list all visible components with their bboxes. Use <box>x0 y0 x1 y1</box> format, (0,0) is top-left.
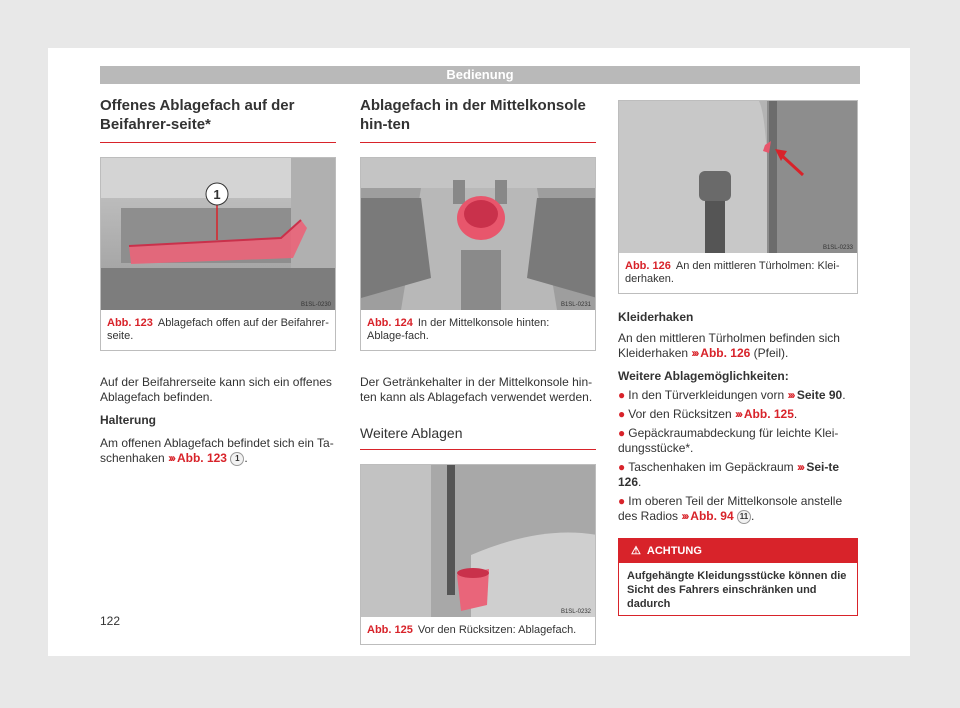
photo-coat-hook <box>619 101 857 253</box>
figure-123 <box>100 157 336 351</box>
reference-target: Sei-te 126 <box>618 460 840 489</box>
sentence-end: (Pfeil). <box>753 346 789 360</box>
paragraph: Der Getränkehalter in der Mittelkonsole hin-ten kann als Ablagefach verwendet werden. <box>360 375 593 404</box>
reference-target: Abb. 126 <box>700 346 751 360</box>
column-3 <box>618 100 858 616</box>
sentence-end: . <box>842 388 846 402</box>
warning-title: ACHTUNG <box>646 545 702 557</box>
list-item-text: In den Türverkleidungen vorn <box>628 388 785 402</box>
paragraph-kleiderhaken <box>618 331 858 361</box>
figure-code: B1SL-0231 <box>560 302 591 308</box>
bullet-icon: ● <box>618 460 626 474</box>
paragraph-text: An den mittleren Türholmen befinden sich Kleiderhaken <box>618 331 840 360</box>
glovebox-illustration <box>101 158 335 310</box>
center-console-illustration <box>361 158 595 310</box>
warning-box <box>618 538 858 616</box>
sub-heading-halterung: Halterung <box>100 413 157 427</box>
figure-caption-text: Vor den Rücksitzen: Ablagefach. <box>417 624 577 636</box>
reference-target: Abb. 94 <box>690 509 734 523</box>
reference-arrows: ››› <box>691 346 698 360</box>
page-number: 122 <box>100 614 121 628</box>
figure-code: B1SL-0233 <box>822 245 853 251</box>
chapter-header: Bedienung <box>100 66 860 84</box>
cross-reference[interactable] <box>787 388 842 402</box>
warning-icon: ⚠ <box>631 545 641 557</box>
cross-reference[interactable] <box>691 346 750 360</box>
figure-code: B1SL-0232 <box>560 609 591 615</box>
paragraph-halterung <box>100 436 336 466</box>
sentence-end: . <box>750 509 755 523</box>
cross-reference[interactable] <box>735 407 794 421</box>
bullet-icon: ● <box>618 407 626 421</box>
figure-number: Abb. 125 <box>367 624 413 636</box>
sub-heading-kleiderhaken: Kleiderhaken <box>618 310 694 324</box>
bullet-icon: ● <box>618 388 626 402</box>
reference-arrows: ››› <box>681 509 688 523</box>
sentence-end: . <box>793 407 798 421</box>
figure-124 <box>360 157 596 351</box>
list-item-text: Vor den Rücksitzen <box>628 407 732 421</box>
figure-number: Abb. 124 <box>367 317 413 329</box>
callout-number: 1 <box>230 452 244 466</box>
list-item <box>618 426 858 456</box>
photo-rear-seat-storage <box>361 465 595 617</box>
figure-number: Abb. 123 <box>107 317 153 329</box>
sentence-end: . <box>638 475 642 489</box>
figure-label-1: 1 <box>213 187 221 202</box>
list-item <box>618 494 858 524</box>
reference-target: Abb. 123 <box>176 451 227 465</box>
figure-code: B1SL-0230 <box>300 302 331 308</box>
list-item <box>618 460 858 490</box>
list-item-text: Gepäckraumabdeckung für leichte Klei-dungsstücke*. <box>618 426 839 455</box>
callout-number: 11 <box>737 510 751 524</box>
figure-125 <box>360 464 596 645</box>
figure-caption <box>619 253 857 293</box>
coat-hook-illustration <box>619 101 857 253</box>
list-item <box>618 407 858 422</box>
paragraph-text: Am offenen Ablagefach befindet sich ein Ta-schenhaken <box>100 436 334 465</box>
reference-arrows: ››› <box>168 451 175 465</box>
reference-target: Seite 90 <box>796 388 843 402</box>
rear-seat-storage-illustration <box>361 465 595 617</box>
figure-126 <box>618 100 858 294</box>
reference-target: Abb. 125 <box>743 407 794 421</box>
section-heading-mittelkonsole: Ablagefach in der Mittelkonsole hin-ten <box>360 96 596 143</box>
figure-number: Abb. 126 <box>625 260 671 272</box>
bullet-icon: ● <box>618 426 626 440</box>
figure-caption <box>361 310 595 350</box>
list-item-text: Taschenhaken im Gepäckraum <box>628 460 794 474</box>
column-1 <box>100 96 336 466</box>
warning-header <box>619 539 857 563</box>
paragraph: Auf der Beifahrerseite kann sich ein offenes Ablagefach befinden. <box>100 375 332 404</box>
reference-arrows: ››› <box>787 388 794 402</box>
section-heading-weitere-ablagen: Weitere Ablagen <box>360 425 596 450</box>
cross-reference[interactable] <box>168 451 227 465</box>
reference-arrows: ››› <box>797 460 804 474</box>
figure-caption-text: Ablagefach offen auf der Beifahrer-seite. <box>107 317 329 342</box>
figure-caption-text: In der Mittelkonsole hinten: Ablage-fach. <box>367 317 550 342</box>
cross-reference[interactable] <box>681 509 733 523</box>
list-item-text: Im oberen Teil der Mittelkonsole anstelle des Radios <box>618 494 843 523</box>
sentence-end: . <box>244 451 248 465</box>
photo-glovebox <box>101 158 335 310</box>
figure-caption-text: An den mittleren Türholmen: Klei-derhaken. <box>625 260 840 285</box>
column-2 <box>360 96 596 645</box>
reference-arrows: ››› <box>734 407 741 421</box>
figure-caption <box>101 310 335 350</box>
bullet-list <box>618 388 858 524</box>
section-heading-beifahrer: Offenes Ablagefach auf der Beifahrer-seite* <box>100 96 336 143</box>
list-item <box>618 388 858 403</box>
list-heading: Weitere Ablagemöglichkeiten: <box>618 369 789 383</box>
photo-center-console <box>361 158 595 310</box>
warning-text: Aufgehängte Kleidungsstücke können die Sicht des Fahrers einschränken und dadurch <box>627 570 847 610</box>
bullet-icon: ● <box>618 494 626 508</box>
figure-caption <box>361 617 595 644</box>
